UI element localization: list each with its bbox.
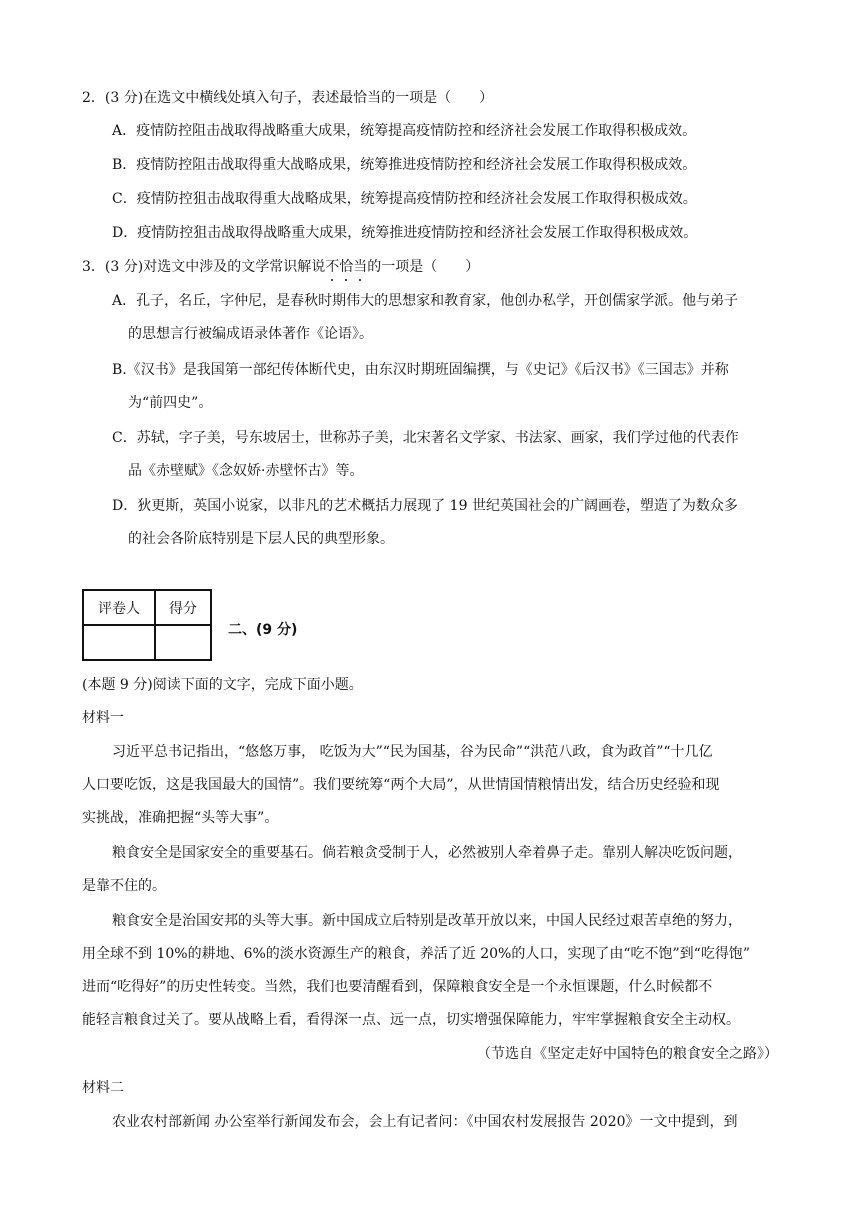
q3-option-b-line1: B.《汉书》是我国第一部纪传体断代史，由东汉时期班固编撰，与《史记》《后汉书》《三国志》并称 bbox=[112, 362, 729, 378]
q3-option-d-line1: D．狄更斯，英国小说家，以非凡的艺术概括力展现了 19 世纪英国社会的广阔画卷，塑造了为数众多 bbox=[112, 498, 738, 514]
q3-option-d-line2: 的社会各阶底特别是下层人民的典型形象。 bbox=[128, 531, 394, 547]
material-1-source: （节选自《坚定走好中国特色的粮食安全之路》） bbox=[477, 1046, 778, 1062]
section-2-intro: (本题 9 分)阅读下面的文字，完成下面小题。 bbox=[82, 677, 363, 693]
q2-option-a: A．疫情防控阻击战取得战略重大成果，统筹提高疫情防控和经济社会发展工作取得积极成效。 bbox=[112, 123, 697, 139]
score-box-reviewer-header: 评卷人 bbox=[83, 590, 155, 625]
material-1-p3-line4: 能轻言粮食过关了。要从战略上看，看得深一点、远一点，切实增强保障能力，牢牢掌握粮食安全主动权。 bbox=[82, 1012, 740, 1028]
q3-option-a-line2: 的思想言行被编成语录体著作《论语》。 bbox=[128, 326, 373, 342]
q3-option-c-line1: C．苏轼，字子美，号东坡居士，世称苏子美，北宋著名文学家、书法家、画家，我们学过他的代表作 bbox=[112, 430, 739, 446]
material-1-p3-line1: 粮食安全是治国安邦的头等大事。新中国成立后特别是改革开放以来，中国人民经过艰苦卓绝的努力， bbox=[112, 913, 742, 929]
q3-stem-b: 的一项是（ ） bbox=[367, 259, 480, 275]
q3-emph-1: 不 bbox=[325, 259, 340, 275]
score-box-score-cell[interactable] bbox=[155, 625, 211, 660]
q3-stem-a: 3．(3 分)对选文中涉及的文学常识解说 bbox=[82, 259, 326, 275]
score-box-score-header: 得分 bbox=[155, 590, 211, 625]
section-2-title: 二、(9 分) bbox=[228, 622, 298, 638]
material-1-p3-line2: 用全球不到 10%的耕地、6%的淡水资源生产的粮食，养活了近 20%的人口，实现了由“吃不饱”到“吃得饱” bbox=[82, 946, 750, 962]
q3-emph-3: 当 bbox=[353, 259, 368, 275]
material-1-p1-line2: 人口要吃饭，这是我国最大的国情”。我们要统筹“两个大局”，从世情国情粮情出发，结合历史经验和现 bbox=[82, 777, 720, 793]
q3-emph-2: 恰 bbox=[339, 259, 354, 275]
material-1-label: 材料一 bbox=[82, 710, 124, 726]
q2-stem: 2．(3 分)在选文中横线处填入句子，表述最恰当的一项是（ ） bbox=[82, 90, 494, 106]
material-1-p1-line3: 实挑战，准确把握“头等大事”。 bbox=[82, 810, 279, 826]
material-1-p1-line1: 习近平总书记指出，“悠悠万事， 吃饭为大”“民为国基，谷为民命”“洪范八政，食为政首”“十几亿 bbox=[112, 744, 713, 760]
q2-option-d: D．疫情防控狙击战取得战略重大成果，统筹推进疫情防控和经济社会发展工作取得积极成效。 bbox=[112, 225, 698, 241]
q2-option-b: B．疫情防控阻击战取得重大战略成果，统筹推进疫情防控和经济社会发展工作取得积极成效。 bbox=[112, 157, 697, 173]
material-1-p2-line1: 粮食安全是国家安全的重要基石。倘若粮贪受制于人，必然被别人牵着鼻子走。靠别人解决吃饭问题， bbox=[112, 845, 742, 861]
material-1-p3-line3: 进而“吃得好”的历史性转变。当然，我们也要清醒看到，保障粮食安全是一个永恒课题，什么时候都不 bbox=[82, 979, 713, 995]
material-1-p2-line2: 是靠不住的。 bbox=[82, 878, 166, 894]
score-box-reviewer-cell[interactable] bbox=[83, 625, 155, 660]
q2-option-c: C．疫情防控狙击战取得重大战略成果，统筹提高疫情防控和经济社会发展工作取得积极成效。 bbox=[112, 191, 697, 207]
q3-stem bbox=[82, 257, 479, 277]
material-2-p1-line1: 农业农村部新闻 办公室举行新闻发布会，会上有记者问：《中国农村发展报告 2020》一文中提到，到 bbox=[112, 1114, 738, 1130]
material-2-label: 材料二 bbox=[82, 1080, 124, 1096]
score-box bbox=[82, 589, 212, 661]
q3-option-a-line1: A．孔子，名丘，字仲尼，是春秋时期伟大的思想家和教育家，他创办私学，开创儒家学派。他与弟子 bbox=[112, 293, 739, 309]
q3-option-b-line2: 为“前四史”。 bbox=[128, 395, 213, 411]
q3-option-c-line2: 品《赤壁赋》《念奴娇·赤壁怀古》等。 bbox=[128, 463, 364, 479]
